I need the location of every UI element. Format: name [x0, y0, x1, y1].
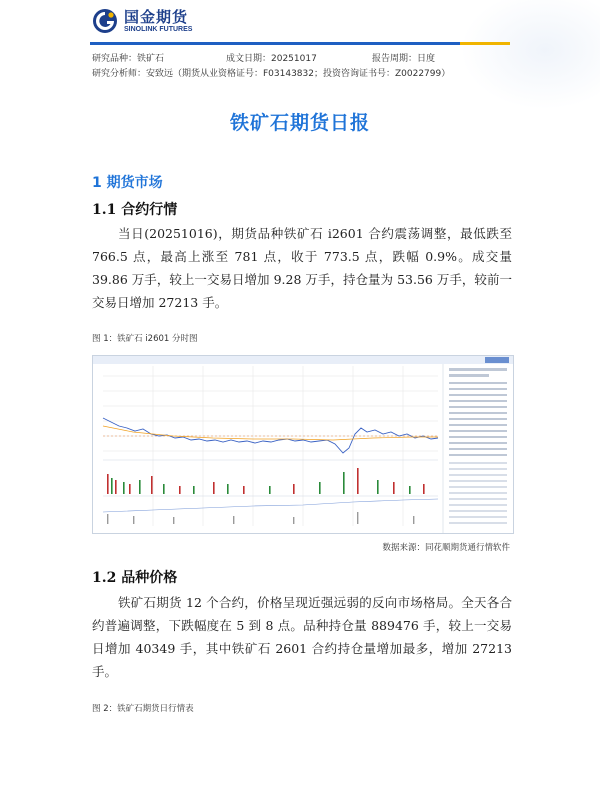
data-source-note: 数据来源：同花顺期货通行情软件 [382, 543, 510, 553]
subsection-heading-price: 1.2 品种价格 [92, 570, 178, 586]
header-logo [92, 8, 192, 34]
subsection-heading-contract: 1.1 合约行情 [92, 202, 178, 218]
price-paragraph: 铁矿石期货 12 个合约，价格呈现近强远弱的反向市场格局。全天各合约普遍调整，下跌幅度在 5 到 8 点。品种持仓量 889476 手，较上一交易日增加 40349 手，其中铁矿石 2601 合约持仓量增加最多，增加 27213 手。 [92, 595, 512, 679]
figure-1-caption: 图 1：铁矿石 i2601 分时图 [92, 334, 198, 344]
meta-period: 报告周期：日度 [372, 54, 436, 64]
meta-row-1 [92, 51, 436, 64]
intraday-chart-image [92, 355, 514, 534]
logo-en-text: SINOLINK FUTURES [124, 25, 193, 33]
figure-2-caption: 图 2：铁矿石期货日行情表 [92, 704, 194, 714]
page-title: 铁矿石期货日报 [229, 112, 370, 134]
meta-analyst: 研究分析师：安致远（期货从业资格证号：F03143832；投资咨询证书号：Z0022799） [92, 69, 451, 79]
intraday-chart-graphic [93, 356, 513, 533]
meta-variety: 研究品种：铁矿石 [92, 54, 165, 64]
header-divider [90, 42, 510, 45]
section-heading-futures-market: 1 期货市场 [92, 175, 163, 191]
meta-row-2 [92, 66, 450, 79]
sinolink-logo-icon [92, 8, 118, 34]
logo-cn-text: 国金期货 [124, 7, 189, 26]
meta-date: 成文日期：20251017 [226, 54, 317, 64]
contract-paragraph: 当日(20251016)，期货品种铁矿石 i2601 合约震荡调整，最低跌至 766.5 点，最高上涨至 781 点，收于 773.5 点，跌幅 0.9%。成交量 39.86 万手，较上一交易日增加 9.28 万手，持仓量为 53.56 万手，较前一交易日增加 27213 手。 [92, 226, 512, 310]
background-watermark [460, 0, 600, 110]
